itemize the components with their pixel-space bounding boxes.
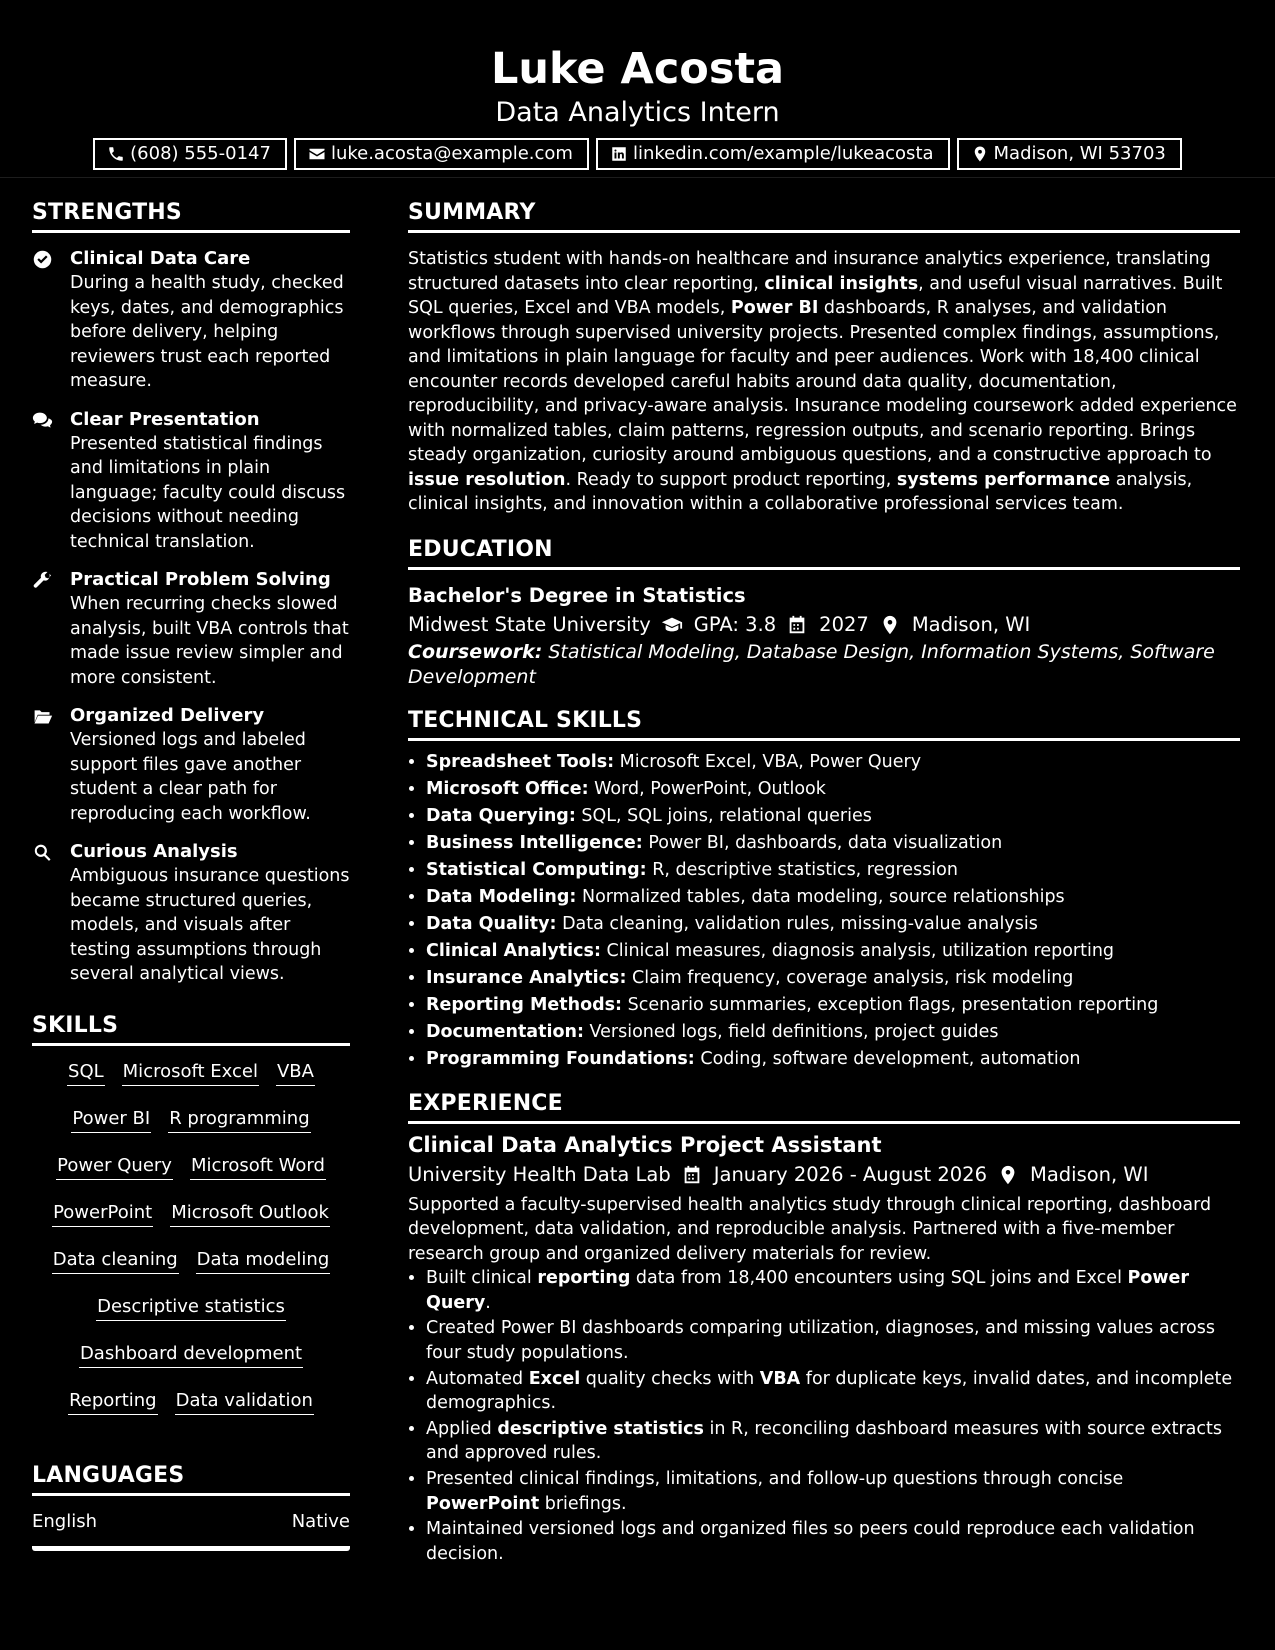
education-heading: EDUCATION: [408, 535, 1240, 570]
tech-skill-label: Insurance Analytics:: [426, 967, 627, 988]
tech-skill-item: [426, 1019, 1240, 1046]
language-row: [32, 1510, 350, 1551]
coursework: [408, 640, 1240, 690]
bullet-keyword: Power Query: [426, 1268, 1190, 1313]
candidate-title: Data Analytics Intern: [495, 97, 780, 128]
school-location: Madison, WI: [911, 612, 1031, 636]
job-bullet: [426, 1417, 1240, 1466]
bullet-text: quality checks with: [580, 1368, 760, 1389]
skill-tag: Data modeling: [196, 1248, 331, 1274]
map-marker-icon: [997, 1164, 1019, 1186]
language-name: English: [32, 1510, 97, 1532]
language-level: Native: [291, 1510, 350, 1532]
summary-part: dashboards, R analyses, and validation workflows through supervised university projects. Presented complex findings, assumptions, and limitations in plain language for faculty and peer audiences. Work with 18,400 clinical encounter records developed careful habits around data quality, documentation, reproducibility, and privacy-aware analysis. Insurance modeling coursework added experience with normalized tables, claim patterns, regression outputs, and scenario reporting. Brings steady organization, curiosity around ambiguous questions, and a constructive approach to: [408, 298, 1237, 465]
job-title: Clinical Data Analytics Project Assistant: [408, 1132, 882, 1157]
tech-skill-value: SQL, SQL joins, relational queries: [575, 805, 872, 826]
contact-bar: [0, 138, 1275, 170]
skills-heading: SKILLS: [32, 1011, 350, 1046]
tech-skill-label: Programming Foundations:: [426, 1048, 695, 1069]
tech-skill-value: Versioned logs, field definitions, project guides: [583, 1021, 999, 1042]
tech-skill-item: [426, 776, 1240, 803]
bullet-text: Automated: [426, 1368, 529, 1389]
bullet-text: Maintained versioned logs and organized files so peers could reproduce each validation decision.: [426, 1519, 1195, 1564]
tech-skill-value: Normalized tables, data modeling, source relationships: [576, 886, 1065, 907]
phone-icon: [107, 145, 125, 163]
envelope-icon: [308, 145, 326, 163]
bullet-text: Applied: [426, 1418, 498, 1439]
education-meta: [408, 610, 1240, 640]
strength-title: Practical Problem Solving: [70, 569, 331, 590]
tech-skill-value: R, descriptive statistics, regression: [646, 859, 958, 880]
bullet-text: Built clinical: [426, 1268, 538, 1288]
strength-item: [32, 408, 350, 555]
summary-keyword: issue resolution: [408, 469, 566, 490]
summary-text: [408, 247, 1240, 517]
bullet-keyword: descriptive statistics: [497, 1418, 704, 1439]
strength-description: Presented statistical findings and limitations in plain language; faculty could discuss decisions without needing technical translation.: [70, 433, 346, 552]
skill-tag: Power BI: [71, 1107, 151, 1133]
bullet-text: .: [485, 1292, 491, 1313]
skill-tag: Reporting: [68, 1389, 158, 1415]
job-bullet: [426, 1316, 1240, 1365]
skill-tag: SQL: [67, 1060, 105, 1086]
phone-text: (608) 555-0147: [130, 143, 271, 164]
job-meta: [408, 1160, 1240, 1190]
skill-tag: Data validation: [175, 1389, 314, 1415]
strength-item: [32, 247, 350, 394]
tech-skill-label: Business Intelligence:: [426, 832, 643, 853]
job-bullet: [426, 1367, 1240, 1416]
tech-skill-value: Clinical measures, diagnosis analysis, utilization reporting: [600, 940, 1115, 961]
bullet-keyword: Excel: [528, 1368, 581, 1389]
tech-skill-item: [426, 830, 1240, 857]
graduation-cap-icon: [661, 614, 683, 636]
phone-chip[interactable]: [93, 138, 287, 170]
job-location: Madison, WI: [1030, 1162, 1149, 1186]
tech-skill-item: [426, 1046, 1240, 1073]
strength-description: Versioned logs and labeled support files gave another student a clear path for reproducing each workflow.: [70, 730, 311, 824]
strength-item: [32, 840, 350, 987]
resume-header: [0, 0, 1275, 178]
summary-part: analysis, clinical insights, and innovation within a collaborative professional services team.: [408, 469, 1193, 514]
summary-part: . Ready to support product reporting,: [565, 469, 897, 490]
coursework-list: Statistical Modeling, Database Design, Information Systems, Software Development: [408, 640, 1215, 688]
tech-skill-label: Data Modeling:: [426, 886, 577, 907]
skill-tag: R programming: [168, 1107, 310, 1133]
strengths-heading: STRENGTHS: [32, 198, 350, 233]
bullet-keyword: PowerPoint: [426, 1493, 540, 1514]
tech-skill-label: Microsoft Office:: [426, 778, 589, 799]
summary-keyword: clinical insights: [764, 273, 919, 294]
summary-heading: SUMMARY: [408, 198, 1240, 233]
skill-tag: Dashboard development: [79, 1342, 303, 1368]
skill-tag: VBA: [276, 1060, 315, 1086]
tech-skill-value: Power BI, dashboards, data visualization: [642, 832, 1003, 853]
bullet-text: for duplicate keys, invalid dates, and incomplete demographics.: [426, 1368, 1233, 1414]
tech-skill-item: [426, 992, 1240, 1019]
calendar-icon: [786, 614, 808, 636]
bullet-text: data from 18,400 encounters using SQL joins and Excel: [630, 1268, 1128, 1288]
tech-skill-item: [426, 857, 1240, 884]
tech-skill-value: Claim frequency, coverage analysis, risk modeling: [626, 967, 1074, 988]
job-description: Supported a faculty-supervised health analytics study through clinical reporting, dashboard development, data validation, and reproducible analysis. Partnered with a five-member research group and organized delivery materials for review.: [408, 1194, 1212, 1264]
search-icon: [32, 842, 53, 863]
job-dates: January 2026 - August 2026: [713, 1162, 987, 1186]
calendar-icon: [681, 1164, 703, 1186]
tech-skill-value: Scenario summaries, exception flags, presentation reporting: [622, 994, 1159, 1015]
tech-skill-value: Coding, software development, automation: [694, 1048, 1081, 1069]
folder-open-icon: [32, 706, 53, 727]
degree-title: Bachelor's Degree in Statistics: [408, 583, 746, 607]
skills-list: [32, 1060, 350, 1415]
skill-tag: Microsoft Outlook: [170, 1201, 330, 1227]
tech-skill-item: [426, 911, 1240, 938]
graduation-year: 2027: [819, 612, 869, 636]
strength-item: [32, 568, 350, 690]
experience-heading: EXPERIENCE: [408, 1089, 1240, 1124]
left-column: [32, 198, 350, 1551]
tech-skill-value: Data cleaning, validation rules, missing-value analysis: [556, 913, 1038, 934]
tech-skill-label: Data Quality:: [426, 913, 557, 934]
strength-description: Ambiguous insurance questions became structured queries, models, and visuals after testing assumptions through several analytical views.: [70, 866, 350, 984]
wrench-icon: [32, 570, 53, 591]
email-chip[interactable]: [294, 138, 589, 170]
location-chip: [957, 138, 1182, 170]
tech-skill-label: Clinical Analytics:: [426, 940, 601, 961]
strength-item: [32, 704, 350, 826]
strength-title: Clinical Data Care: [70, 248, 251, 269]
bullet-keyword: reporting: [537, 1268, 631, 1288]
skill-tag: Descriptive statistics: [96, 1295, 286, 1321]
tech-skill-item: [426, 803, 1240, 830]
tech-skill-item: [426, 938, 1240, 965]
company-name: University Health Data Lab: [408, 1162, 671, 1186]
tech-skill-label: Statistical Computing:: [426, 859, 647, 880]
bullet-text: briefings.: [539, 1493, 627, 1514]
candidate-name: Luke Acosta: [490, 44, 785, 94]
job-bullets: [408, 1266, 1240, 1566]
tech-skill-label: Spreadsheet Tools:: [426, 751, 615, 772]
bullet-text: Created Power BI dashboards comparing utilization, diagnoses, and missing values across four study populations.: [426, 1318, 1215, 1363]
tech-skill-item: [426, 884, 1240, 911]
strength-title: Clear Presentation: [70, 408, 260, 430]
strength-title: Curious Analysis: [70, 841, 238, 862]
map-marker-icon: [971, 145, 989, 163]
technical-skills-heading: TECHNICAL SKILLS: [408, 706, 1240, 741]
strength-description: When recurring checks slowed analysis, built VBA controls that made issue review simpler and more consistent.: [70, 594, 349, 688]
summary-part: Statistics student with hands-on healthcare and insurance analytics experience, translating structured datasets into clear reporting,: [408, 249, 1211, 294]
coursework-label: Coursework:: [408, 640, 543, 663]
languages-heading: LANGUAGES: [32, 1461, 350, 1496]
strength-title: Organized Delivery: [70, 705, 265, 726]
bullet-text: in R, reconciling dashboard measures with source extracts and approved rules.: [426, 1418, 1223, 1464]
school-name: Midwest State University: [408, 612, 651, 636]
summary-keyword: Power BI: [730, 298, 819, 318]
strength-description: During a health study, checked keys, dates, and demographics before delivery, helping reviewers trust each reported measure.: [70, 273, 344, 391]
skill-tag: PowerPoint: [52, 1201, 153, 1227]
tech-skill-item: [426, 749, 1240, 776]
linkedin-chip[interactable]: [596, 138, 950, 170]
gpa-text: GPA: 3.8: [693, 612, 777, 636]
summary-keyword: systems performance: [896, 469, 1111, 490]
job-bullet: [426, 1266, 1240, 1315]
job-bullet: [426, 1467, 1240, 1516]
comments-icon: [32, 410, 53, 431]
skill-tag: Data cleaning: [52, 1248, 179, 1274]
summary-part: , and useful visual narratives. Built SQL queries, Excel and VBA models,: [408, 273, 1223, 318]
skill-tag: Microsoft Excel: [122, 1060, 259, 1086]
skill-tag: Microsoft Word: [190, 1154, 326, 1180]
job-bullet: [426, 1517, 1240, 1566]
tech-skill-label: Data Querying:: [426, 805, 576, 826]
email-text: luke.acosta@example.com: [330, 143, 573, 164]
check-circle-icon: [32, 249, 53, 270]
location-text: Madison, WI 53703: [993, 143, 1166, 164]
technical-skills-list: [408, 749, 1240, 1073]
tech-skill-label: Reporting Methods:: [426, 994, 623, 1015]
tech-skill-item: [426, 965, 1240, 992]
bullet-keyword: VBA: [759, 1368, 801, 1389]
skill-tag: Power Query: [56, 1154, 173, 1180]
tech-skill-value: Word, PowerPoint, Outlook: [588, 778, 826, 799]
bullet-text: Presented clinical findings, limitations, and follow-up questions through concise: [426, 1469, 1124, 1490]
tech-skill-value: Microsoft Excel, VBA, Power Query: [614, 751, 922, 772]
tech-skill-label: Documentation:: [426, 1021, 584, 1042]
right-column: [408, 198, 1240, 1568]
linkedin-text: linkedin.com/example/lukeacosta: [632, 143, 934, 164]
linkedin-icon: [610, 145, 628, 163]
map-marker-icon: [879, 614, 901, 636]
